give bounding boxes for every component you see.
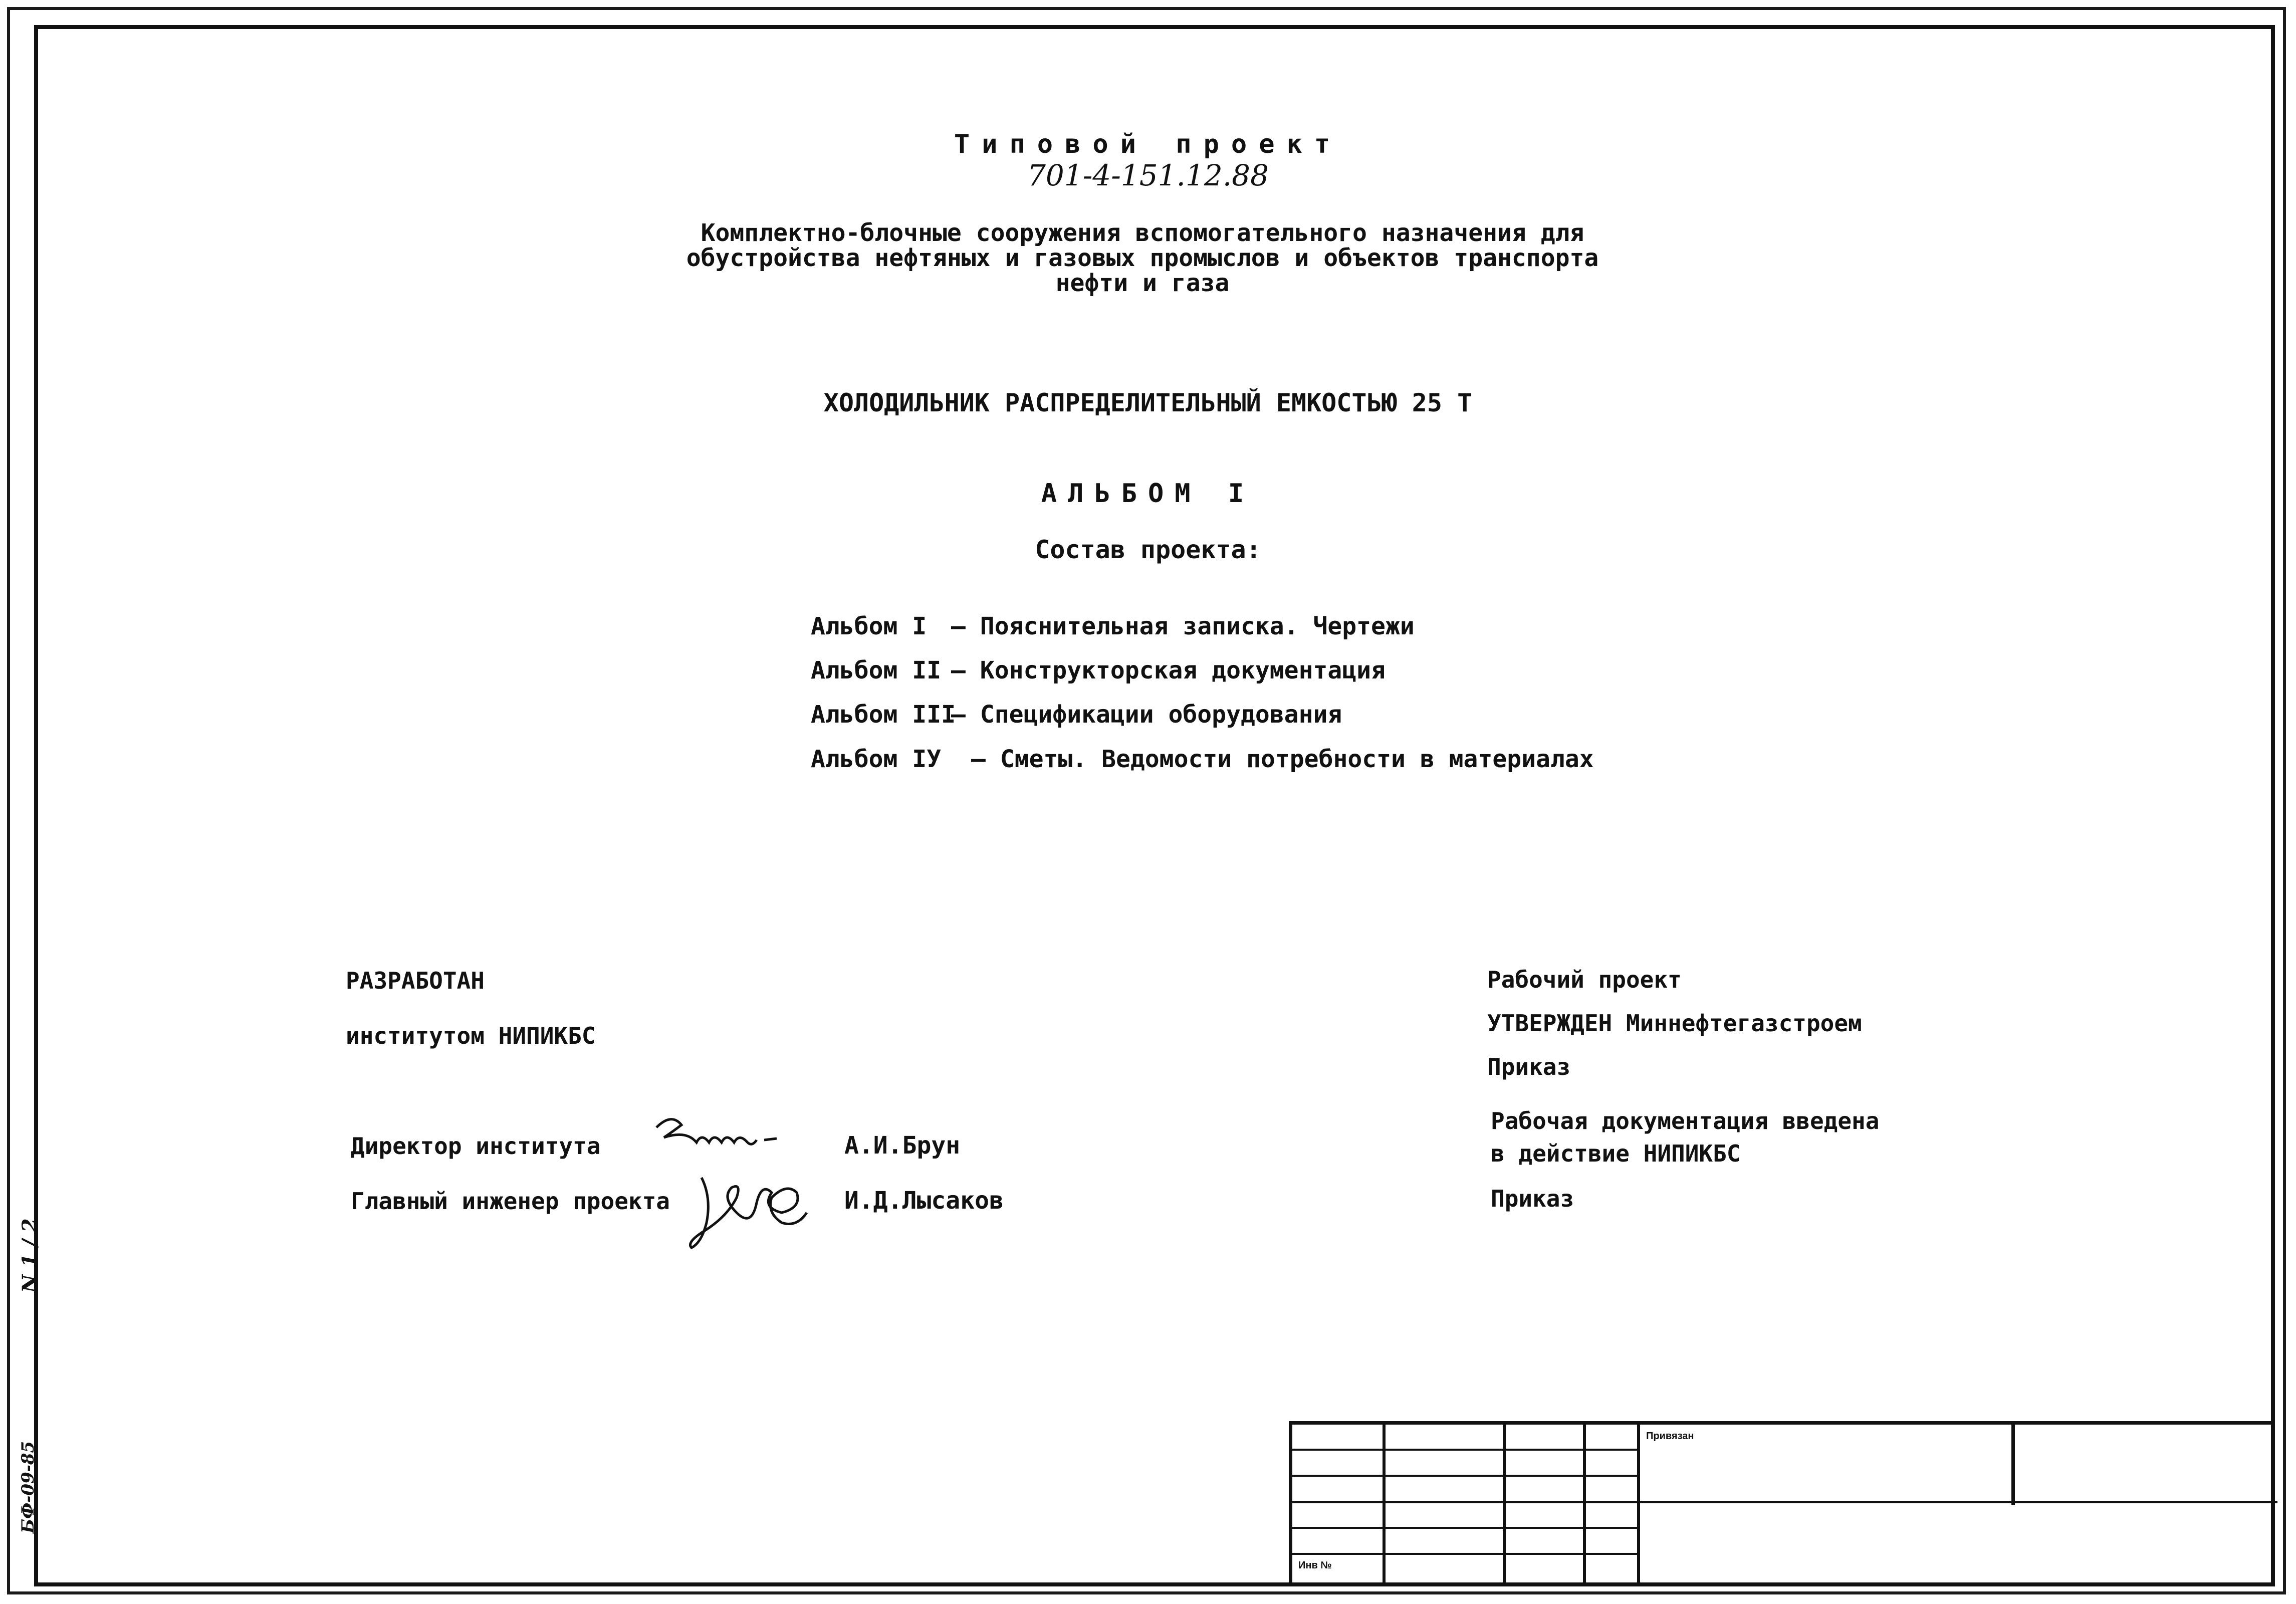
margin-sheet-code: N 1 / 2: [18, 1218, 42, 1293]
album-description: – Сметы. Ведомости потребности в материалах: [971, 745, 1594, 773]
album-description: – Конструкторская документация: [951, 656, 1386, 684]
enacted-line-2: в действие НИПИКБС: [1491, 1140, 1741, 1167]
project-number: 701-4-151.12.88: [1027, 158, 1269, 192]
album-name: Альбом IУ: [811, 745, 942, 773]
stamp-linked-label: Привязан: [1646, 1431, 1694, 1442]
engineer-role: Главный инженер проекта: [351, 1188, 670, 1215]
album-name: Альбом II: [811, 656, 942, 684]
engineer-name: И.Д.Лысаков: [844, 1187, 1004, 1215]
album-name: Альбом I: [811, 612, 927, 640]
director-role: Директор института: [351, 1132, 601, 1160]
album-description: – Спецификации оборудования: [951, 701, 1342, 729]
order-label: Приказ: [1487, 1053, 1571, 1080]
developed-label: РАЗРАБОТАН: [346, 967, 485, 994]
stamp-inventory-label: Инв №: [1298, 1560, 1332, 1571]
composition-label: Состав проекта:: [1035, 535, 1261, 564]
director-signature: [651, 1112, 802, 1158]
working-project-label: Рабочий проект: [1487, 966, 1682, 993]
object-name: ХОЛОДИЛЬНИК РАСПРЕДЕЛИТЕЛЬНЫЙ ЕМКОСТЬЮ 25 Т: [823, 388, 1473, 417]
title-block-stamp: [1289, 1421, 2274, 1586]
approved-by: УТВЕРЖДЕН Миннефтегазстроем: [1487, 1010, 1862, 1037]
album-description: – Пояснительная записка. Чертежи: [951, 612, 1415, 640]
margin-bottom-code: БФ-09-85: [18, 1441, 38, 1533]
engineer-signature: [681, 1168, 812, 1253]
director-name: А.И.Брун: [844, 1131, 961, 1160]
album-name: Альбом III: [811, 701, 956, 729]
project-subtitle: Комплектно-блочные сооружения вспомогательного назначения для обустройства нефтяных и газовых промыслов и объектов транспорта нефти и газа: [686, 219, 1599, 297]
enacted-line-1: Рабочая документация введена: [1491, 1107, 1880, 1134]
developed-institute: институтом НИПИКБС: [346, 1022, 596, 1049]
order-label: Приказ: [1491, 1185, 1574, 1212]
album-title: АЛЬБОМ I: [1041, 479, 1255, 509]
document-title: Типовой проект: [954, 129, 1342, 159]
